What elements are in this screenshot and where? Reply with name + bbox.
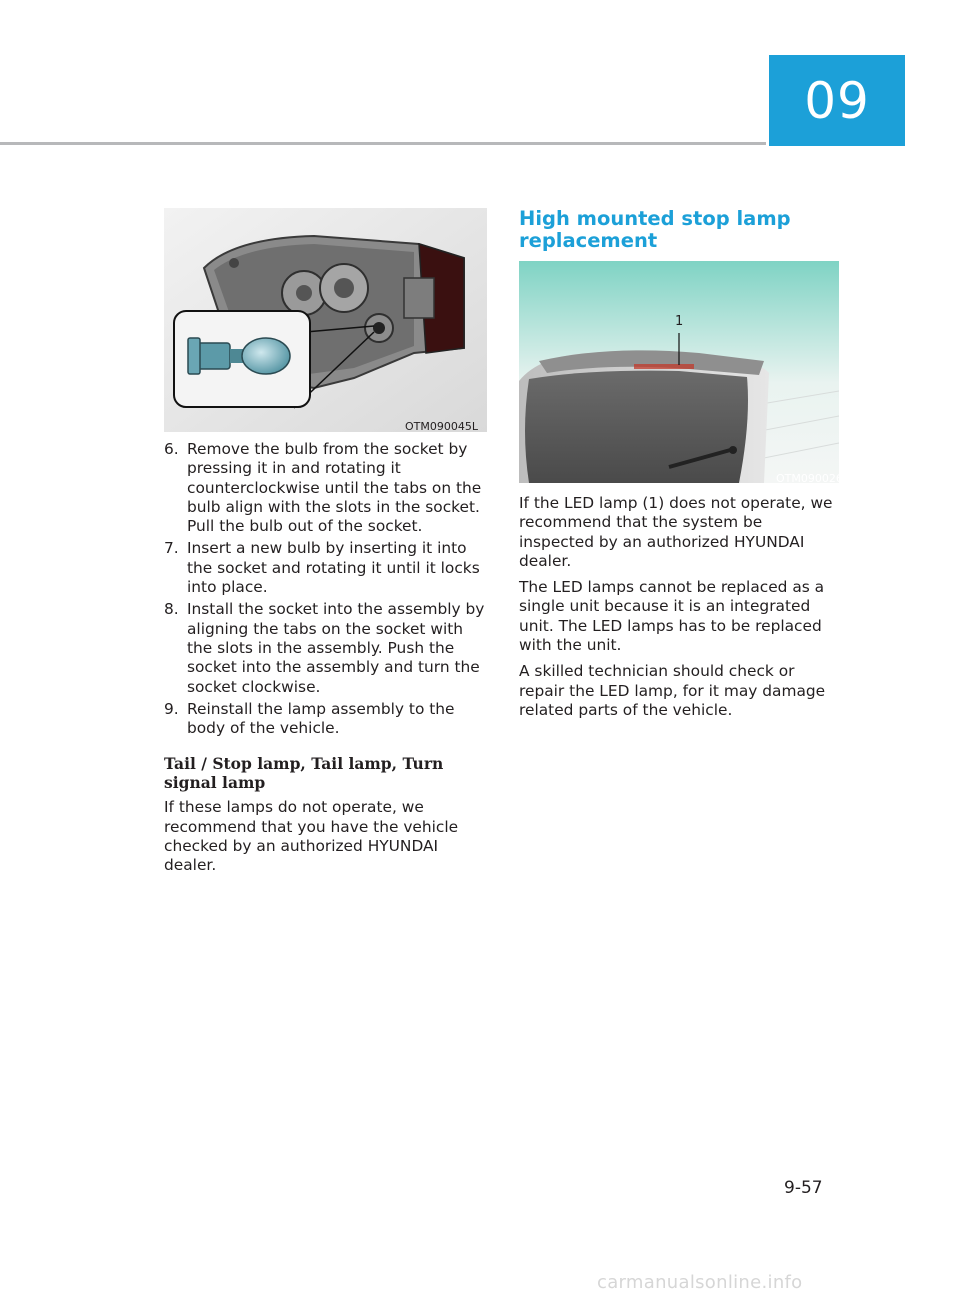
step-number: 7. <box>164 539 179 558</box>
stop-lamp-figure <box>519 261 839 483</box>
callout-label-1: 1 <box>675 314 684 329</box>
right-column <box>519 208 839 252</box>
step-text: Reinstall the lamp assembly to the body of the vehicle. <box>187 699 455 738</box>
right-paragraph-1: If the LED lamp (1) does not operate, we recommend that the system be inspected by an authorized HYUNDAI dealer. <box>519 494 833 570</box>
step-text: Insert a new bulb by inserting it into the socket and rotating it until it locks into place. <box>187 539 480 597</box>
section-heading: High mounted stop lamp replacement <box>519 207 791 252</box>
vehicle-rear-illustration <box>519 261 839 483</box>
step-9 <box>164 700 488 739</box>
figure-code-right: OTM090026 <box>776 472 843 485</box>
right-paragraph-2: The LED lamps cannot be replaced as a single unit because it is an integrated unit. The LED lamps has to be replaced with the unit. <box>519 578 825 655</box>
step-7 <box>164 539 488 597</box>
step-6 <box>164 440 488 536</box>
step-number: 8. <box>164 600 179 619</box>
step-number: 9. <box>164 699 179 718</box>
header-rule <box>0 142 766 145</box>
page-number: 9-57 <box>784 1178 823 1198</box>
step-text: Remove the bulb from the socket by pressing it in and rotating it counterclockwise until the tabs on the bulb align with the slots in the socket. Pull the bulb out of the socket. <box>187 440 482 536</box>
step-8 <box>164 600 488 696</box>
watermark[interactable]: carmanualsonline.info <box>597 1272 803 1293</box>
figure-code-left: OTM090045L <box>405 420 478 433</box>
right-paragraph-3: A skilled technician should check or repair the LED lamp, for it may damage related parts of the vehicle. <box>519 662 826 719</box>
tail-lamp-body: If these lamps do not operate, we recommend that you have the vehicle checked by an authorized HYUNDAI dealer. <box>164 798 459 875</box>
step-text: Install the socket into the assembly by aligning the tabs on the socket with the slots in the assembly. Push the socket into the assembly and turn the socket clockwise. <box>187 600 485 696</box>
tail-lamp-heading: Tail / Stop lamp, Tail lamp, Turn signal lamp <box>164 754 444 793</box>
step-number: 6. <box>164 440 179 458</box>
chapter-number: 09 <box>804 71 870 130</box>
left-column <box>164 440 488 883</box>
right-column-body <box>519 494 839 727</box>
chapter-tab <box>769 55 905 146</box>
tail-lamp-illustration <box>164 208 487 432</box>
tail-lamp-figure <box>164 208 487 432</box>
